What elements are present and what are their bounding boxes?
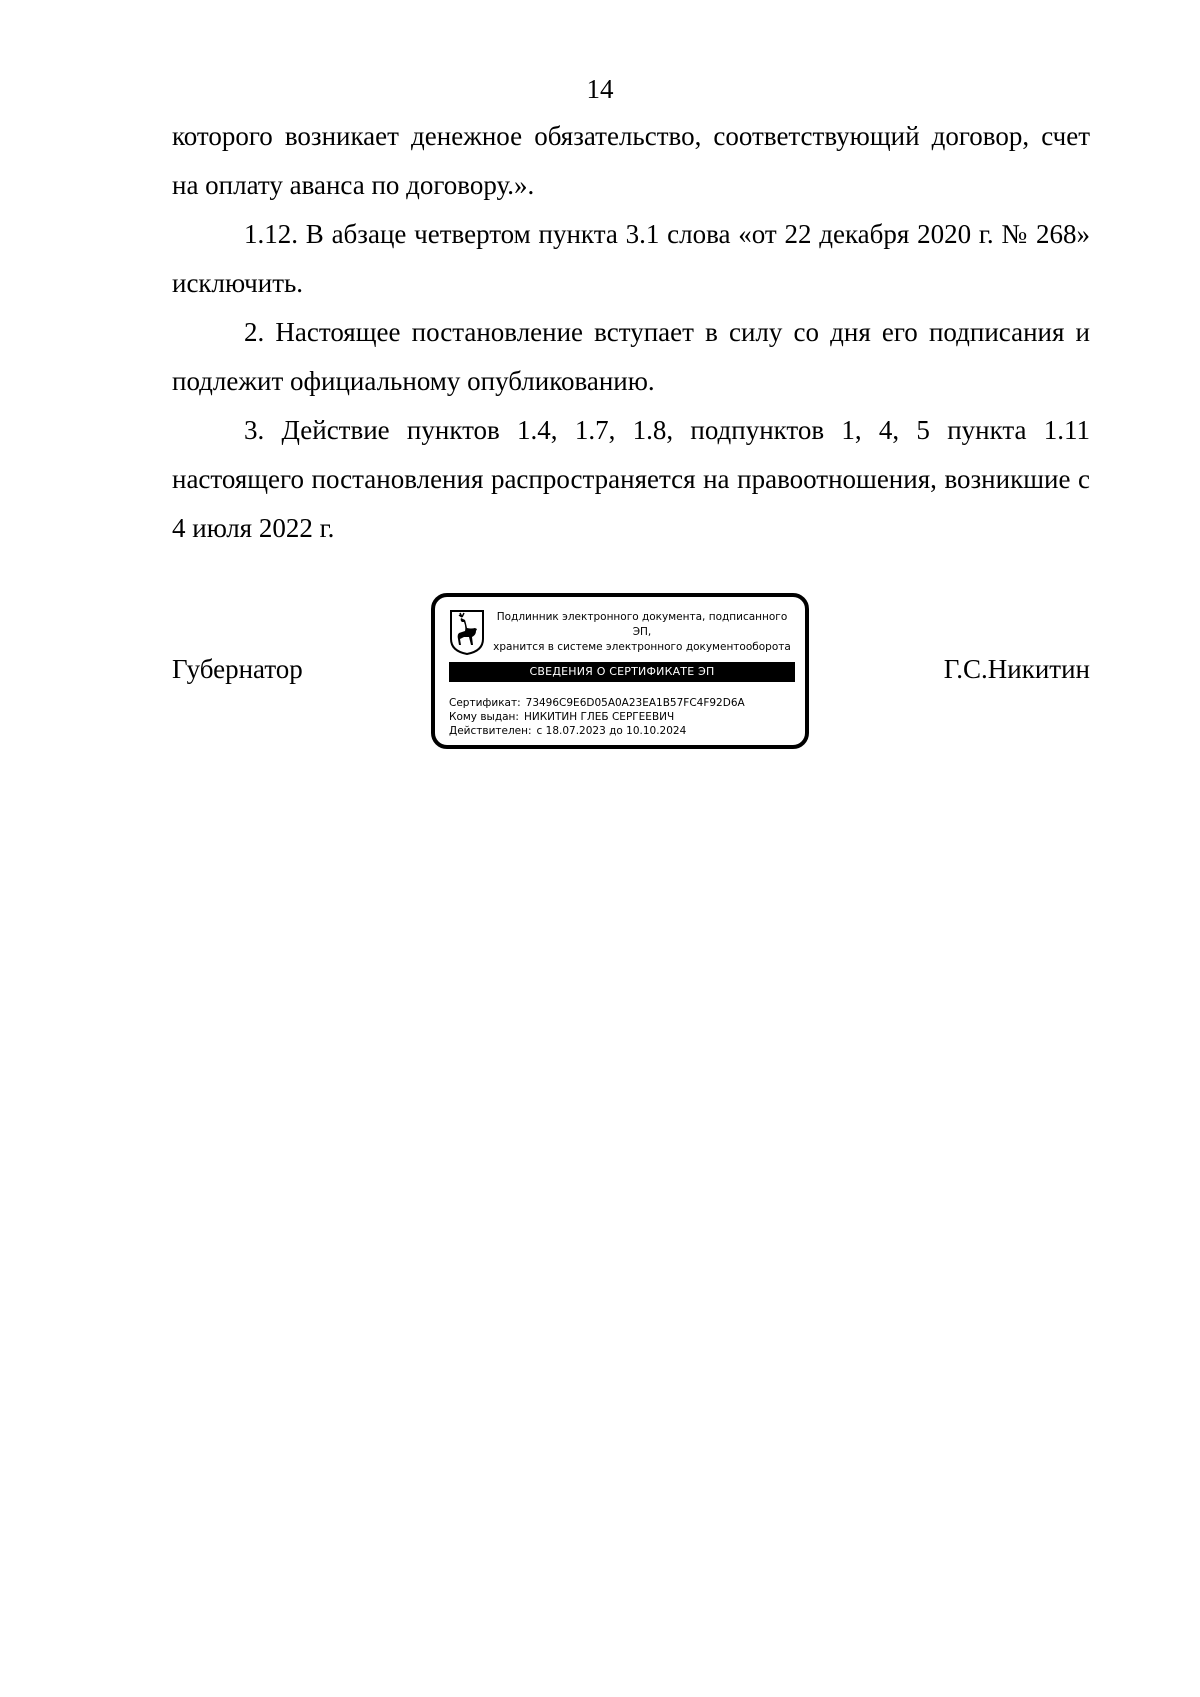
validity-value: с 18.07.2023 до 10.10.2024 — [536, 725, 687, 737]
deer-emblem-icon — [449, 609, 485, 655]
certificate-details — [449, 696, 797, 738]
paragraph-continuation: которого возникает денежное обязательство, соответствующий договор, счет на оплату аванса по договору.». — [172, 121, 1090, 200]
paragraph-item-1-12: 1.12. В абзаце четвертом пункта 3.1 слова «от 22 декабря 2020 г. № 268» исключить. — [172, 219, 1090, 298]
stamp-header-line-1: Подлинник электронного документа, подписанного ЭП, — [496, 611, 788, 638]
document-body — [172, 112, 1090, 553]
paragraph-item-2: 2. Настоящее постановление вступает в силу со дня его подписания и подлежит официальному опубликованию. — [172, 317, 1090, 396]
issued-to-value: НИКИТИН ГЛЕБ СЕРГЕЕВИЧ — [523, 711, 675, 723]
certificate-row — [449, 696, 797, 710]
issued-to-label: Кому выдан: — [449, 711, 519, 723]
page-number: 14 — [586, 74, 614, 104]
paragraph-item-3: 3. Действие пунктов 1.4, 1.7, 1.8, подпунктов 1, 4, 5 пункта 1.11 настоящего постановления распространяется на правоотношения, возникшие с 4 июля 2022 г. — [172, 415, 1090, 543]
signatory-name: Г.С.Никитин — [943, 654, 1090, 684]
electronic-signature-stamp — [431, 593, 809, 749]
certificate-label: Сертификат: — [449, 697, 521, 709]
stamp-header-line-2: хранится в системе электронного документооборота — [493, 641, 791, 653]
validity-row — [449, 724, 797, 738]
validity-label: Действителен: — [449, 725, 532, 737]
certificate-value: 73496C9E6D05A0A23EA1B57FC4F92D6A — [525, 697, 745, 709]
issued-to-row — [449, 710, 797, 724]
stamp-header — [487, 610, 797, 655]
signatory-position: Губернатор — [172, 654, 303, 684]
certificate-info-bar: СВЕДЕНИЯ О СЕРТИФИКАТЕ ЭП — [449, 662, 795, 682]
